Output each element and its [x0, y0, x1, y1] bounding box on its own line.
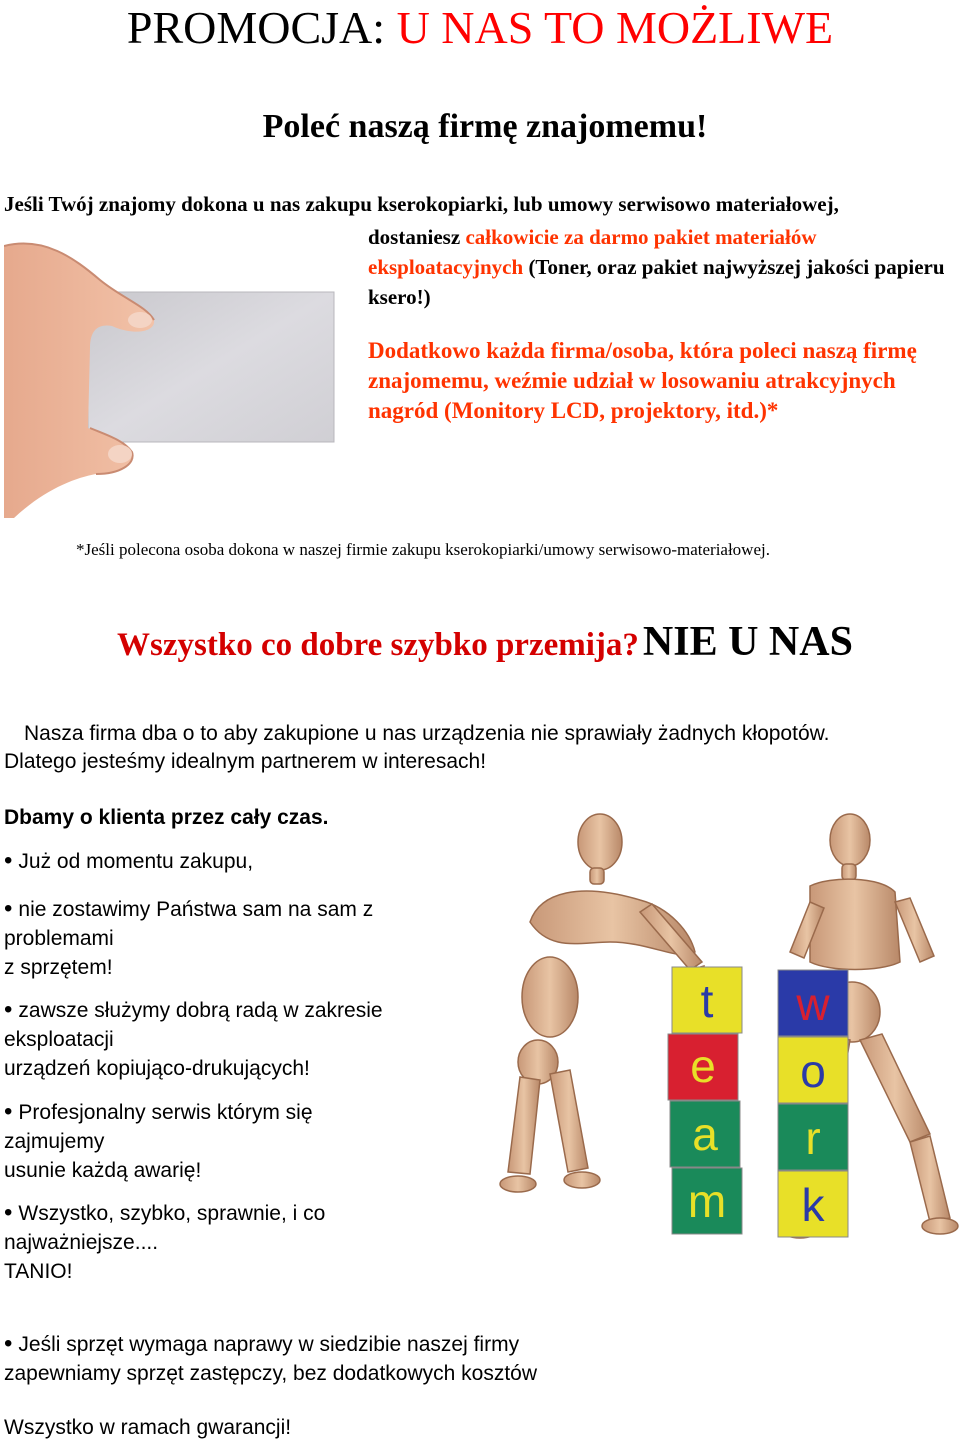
referral-reward-end: (Toner, oraz pakiet najwyższej jakości papieru ksero!) — [368, 255, 945, 309]
title-prefix: PROMOCJA: — [126, 2, 386, 53]
bullet-icon: • — [4, 996, 13, 1023]
hand-holding-card-image — [4, 228, 364, 518]
slogan — [0, 618, 960, 666]
intro-line2: Dlatego jesteśmy idealnym partnerem w interesach! — [4, 750, 487, 773]
svg-text:a: a — [692, 1108, 718, 1160]
bullet-item: • Profesjonalny serwis którym się zajmujemy usunie każdą awarię! — [4, 1098, 313, 1182]
svg-text:m: m — [687, 1175, 727, 1227]
teamwork-blocks-image — [490, 812, 960, 1252]
bullet-icon: • — [4, 1098, 13, 1125]
bullet-icon: • — [4, 1199, 13, 1226]
footnote: *Jeśli polecona osoba dokona w naszej firmie zakupu kserokopiarki/umowy serwisowo-materiałowej. — [76, 540, 770, 559]
bullet-item: • Już od momentu zakupu, — [4, 847, 254, 874]
bullet-item: • Jeśli sprzęt wymaga naprawy w siedzibie naszej firmy zapewniamy sprzęt zastępczy, bez dodatkowych kosztów — [4, 1330, 538, 1385]
bullet-item: • zawsze służymy dobrą radą w zakresie eksploatacji urządzeń kopiująco-drukujących! — [4, 996, 383, 1080]
svg-text:w: w — [796, 978, 830, 1030]
subtitle: Poleć naszą firmę znajomemu! — [262, 108, 708, 145]
care-heading: Dbamy o klienta przez cały czas. — [4, 806, 329, 829]
bullet-icon: • — [4, 895, 13, 922]
svg-text:e: e — [690, 1040, 716, 1092]
svg-text:o: o — [800, 1045, 826, 1097]
slogan-question: Wszystko co dobre szybko przemija? — [117, 627, 639, 663]
intro-paragraph — [4, 720, 954, 776]
referral-bonus: Dodatkowo każda firma/osoba, która poleci naszą firmę znajomemu, weźmie udział w losowaniu atrakcyjnych nagród (Monitory LCD, projektory, itd.)* — [368, 338, 917, 423]
referral-reward-start: dostaniesz — [368, 225, 466, 249]
slogan-answer: NIE U NAS — [642, 619, 853, 665]
svg-text:k: k — [801, 1179, 825, 1231]
team-block-stack — [668, 967, 742, 1234]
bullet-icon: • — [4, 1330, 13, 1357]
guarantee-note: Wszystko w ramach gwarancji! — [4, 1416, 292, 1439]
intro-line1: Nasza firma dba o to aby zakupione u nas urządzenia nie sprawiały żadnych kłopotów. — [24, 722, 830, 745]
page-title — [0, 0, 960, 56]
referral-line1: Jeśli Twój znajomy dokona u nas zakupu kserokopiarki, lub umowy serwisowo materiałowej, — [4, 192, 839, 216]
svg-text:r: r — [805, 1112, 821, 1164]
bullet-item: • nie zostawimy Państwa sam na sam z problemami z sprzętem! — [4, 895, 374, 979]
svg-text:t: t — [700, 975, 714, 1027]
bullet-icon: • — [4, 847, 13, 874]
bullet-item: • Wszystko, szybko, sprawnie, i co najważniejsze.... TANIO! — [4, 1199, 326, 1283]
referral-reward — [368, 222, 958, 312]
title-highlight: U NAS TO MOŻLIWE — [396, 2, 834, 53]
work-block-stack — [778, 970, 848, 1237]
referral-reward-highlight: całkowicie za darmo pakiet materiałów eksploatacyjnych — [368, 225, 817, 279]
